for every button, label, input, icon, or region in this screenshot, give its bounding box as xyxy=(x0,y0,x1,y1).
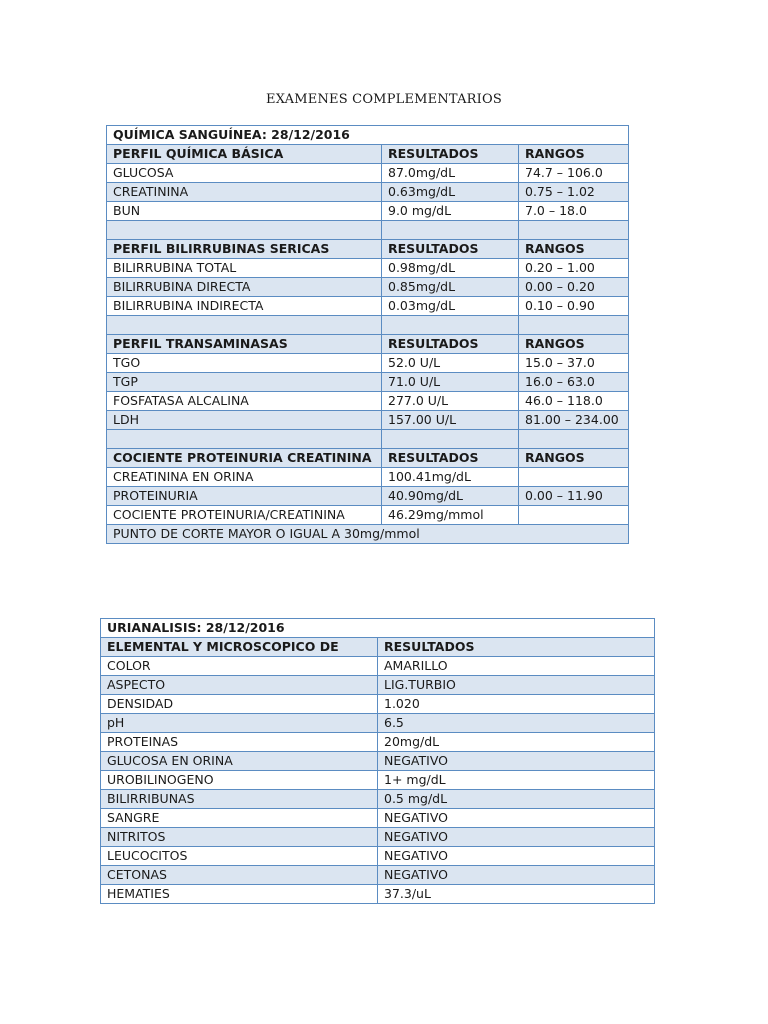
table-row xyxy=(101,885,655,904)
group-header-row xyxy=(107,449,629,468)
result-cell: 52.0 U/L xyxy=(382,354,519,373)
result-cell: 100.41mg/dL xyxy=(382,468,519,487)
column-header-row xyxy=(101,638,655,657)
test-name-cell: FOSFATASA ALCALINA xyxy=(107,392,382,411)
range-cell: 81.00 – 234.00 xyxy=(519,411,629,430)
column-header: RANGOS xyxy=(519,145,629,164)
table-row xyxy=(101,733,655,752)
column-header: PERFIL BILIRRUBINAS SERICAS xyxy=(107,240,382,259)
range-cell: 74.7 – 106.0 xyxy=(519,164,629,183)
test-name-cell: TGP xyxy=(107,373,382,392)
column-header: RESULTADOS xyxy=(382,335,519,354)
test-name-cell: BILIRRUBINA DIRECTA xyxy=(107,278,382,297)
result-cell: 71.0 U/L xyxy=(382,373,519,392)
table-row xyxy=(101,771,655,790)
result-cell: AMARILLO xyxy=(378,657,655,676)
table-row xyxy=(101,752,655,771)
result-cell: 0.85mg/dL xyxy=(382,278,519,297)
group-header-row xyxy=(107,335,629,354)
footer-note-row xyxy=(107,525,629,544)
table-row xyxy=(101,847,655,866)
spacer-row xyxy=(107,221,629,240)
spacer-cell xyxy=(382,430,519,449)
test-name-cell: DENSIDAD xyxy=(101,695,378,714)
test-name-cell: GLUCOSA xyxy=(107,164,382,183)
spacer-cell xyxy=(382,221,519,240)
range-cell: 7.0 – 18.0 xyxy=(519,202,629,221)
result-cell: 20mg/dL xyxy=(378,733,655,752)
table-row xyxy=(107,392,629,411)
spacer-cell xyxy=(107,221,382,240)
test-name-cell: COLOR xyxy=(101,657,378,676)
table-row xyxy=(107,373,629,392)
table-row xyxy=(107,468,629,487)
table-row xyxy=(101,676,655,695)
column-header: RESULTADOS xyxy=(382,240,519,259)
table-row xyxy=(107,506,629,525)
footer-note: PUNTO DE CORTE MAYOR O IGUAL A 30mg/mmol xyxy=(107,525,629,544)
test-name-cell: CETONAS xyxy=(101,866,378,885)
test-name-cell: BILIRRUBINA INDIRECTA xyxy=(107,297,382,316)
range-cell: 0.00 – 11.90 xyxy=(519,487,629,506)
test-name-cell: TGO xyxy=(107,354,382,373)
test-name-cell: CREATININA EN ORINA xyxy=(107,468,382,487)
test-name-cell: PROTEINAS xyxy=(101,733,378,752)
range-cell: 46.0 – 118.0 xyxy=(519,392,629,411)
result-cell: NEGATIVO xyxy=(378,809,655,828)
test-name-cell: COCIENTE PROTEINURIA/CREATININA xyxy=(107,506,382,525)
result-cell: 37.3/uL xyxy=(378,885,655,904)
table-row xyxy=(107,164,629,183)
range-cell: 0.75 – 1.02 xyxy=(519,183,629,202)
spacer-cell xyxy=(519,316,629,335)
result-cell: 0.63mg/dL xyxy=(382,183,519,202)
column-header: PERFIL QUÍMICA BÁSICA xyxy=(107,145,382,164)
range-cell: 16.0 – 63.0 xyxy=(519,373,629,392)
table-row xyxy=(107,487,629,506)
test-name-cell: GLUCOSA EN ORINA xyxy=(101,752,378,771)
table-row xyxy=(107,278,629,297)
spacer-row xyxy=(107,430,629,449)
table-row xyxy=(107,183,629,202)
section-title-row xyxy=(101,619,655,638)
range-cell xyxy=(519,506,629,525)
test-name-cell: ASPECTO xyxy=(101,676,378,695)
table-row xyxy=(101,657,655,676)
spacer-cell xyxy=(107,430,382,449)
range-cell: 15.0 – 37.0 xyxy=(519,354,629,373)
test-name-cell: NITRITOS xyxy=(101,828,378,847)
table-row xyxy=(101,714,655,733)
group-header-row xyxy=(107,240,629,259)
spacer-cell xyxy=(519,430,629,449)
test-name-cell: CREATININA xyxy=(107,183,382,202)
spacer-cell xyxy=(107,316,382,335)
urianalisis-table xyxy=(100,618,655,904)
result-cell: NEGATIVO xyxy=(378,866,655,885)
test-name-cell: LDH xyxy=(107,411,382,430)
test-name-cell: HEMATIES xyxy=(101,885,378,904)
test-name-cell: BUN xyxy=(107,202,382,221)
section-title: URIANALISIS: 28/12/2016 xyxy=(101,619,655,638)
table-row xyxy=(107,259,629,278)
column-header: ELEMENTAL Y MICROSCOPICO DE xyxy=(101,638,378,657)
test-name-cell: BILIRRIBUNAS xyxy=(101,790,378,809)
range-cell: 0.10 – 0.90 xyxy=(519,297,629,316)
column-header: RANGOS xyxy=(519,335,629,354)
column-header: RANGOS xyxy=(519,240,629,259)
result-cell: 6.5 xyxy=(378,714,655,733)
table-row xyxy=(101,809,655,828)
result-cell: 0.5 mg/dL xyxy=(378,790,655,809)
table-row xyxy=(101,790,655,809)
result-cell: 0.98mg/dL xyxy=(382,259,519,278)
spacer-row xyxy=(107,316,629,335)
table-row xyxy=(101,695,655,714)
result-cell: 157.00 U/L xyxy=(382,411,519,430)
test-name-cell: LEUCOCITOS xyxy=(101,847,378,866)
result-cell: NEGATIVO xyxy=(378,828,655,847)
section-title-row xyxy=(107,126,629,145)
test-name-cell: SANGRE xyxy=(101,809,378,828)
spacer-cell xyxy=(382,316,519,335)
result-cell: 46.29mg/mmol xyxy=(382,506,519,525)
test-name-cell: pH xyxy=(101,714,378,733)
document-title: EXAMENES COMPLEMENTARIOS xyxy=(266,92,502,107)
result-cell: 277.0 U/L xyxy=(382,392,519,411)
result-cell: 87.0mg/dL xyxy=(382,164,519,183)
column-header: COCIENTE PROTEINURIA CREATININA xyxy=(107,449,382,468)
result-cell: NEGATIVO xyxy=(378,847,655,866)
result-cell: LIG.TURBIO xyxy=(378,676,655,695)
result-cell: 9.0 mg/dL xyxy=(382,202,519,221)
result-cell: 1+ mg/dL xyxy=(378,771,655,790)
column-header: RESULTADOS xyxy=(382,145,519,164)
section-title: QUÍMICA SANGUÍNEA: 28/12/2016 xyxy=(107,126,629,145)
test-name-cell: PROTEINURIA xyxy=(107,487,382,506)
table-row xyxy=(107,411,629,430)
test-name-cell: BILIRRUBINA TOTAL xyxy=(107,259,382,278)
range-cell: 0.20 – 1.00 xyxy=(519,259,629,278)
table-row xyxy=(107,202,629,221)
column-header: RESULTADOS xyxy=(382,449,519,468)
column-header: RESULTADOS xyxy=(378,638,655,657)
range-cell xyxy=(519,468,629,487)
spacer-cell xyxy=(519,221,629,240)
result-cell: 40.90mg/dL xyxy=(382,487,519,506)
result-cell: 1.020 xyxy=(378,695,655,714)
range-cell: 0.00 – 0.20 xyxy=(519,278,629,297)
result-cell: NEGATIVO xyxy=(378,752,655,771)
column-header: RANGOS xyxy=(519,449,629,468)
table-row xyxy=(107,354,629,373)
result-cell: 0.03mg/dL xyxy=(382,297,519,316)
table-row xyxy=(101,828,655,847)
quimica-sanguinea-table xyxy=(106,125,629,544)
group-header-row xyxy=(107,145,629,164)
test-name-cell: UROBILINOGENO xyxy=(101,771,378,790)
column-header: PERFIL TRANSAMINASAS xyxy=(107,335,382,354)
table-row xyxy=(107,297,629,316)
table-row xyxy=(101,866,655,885)
